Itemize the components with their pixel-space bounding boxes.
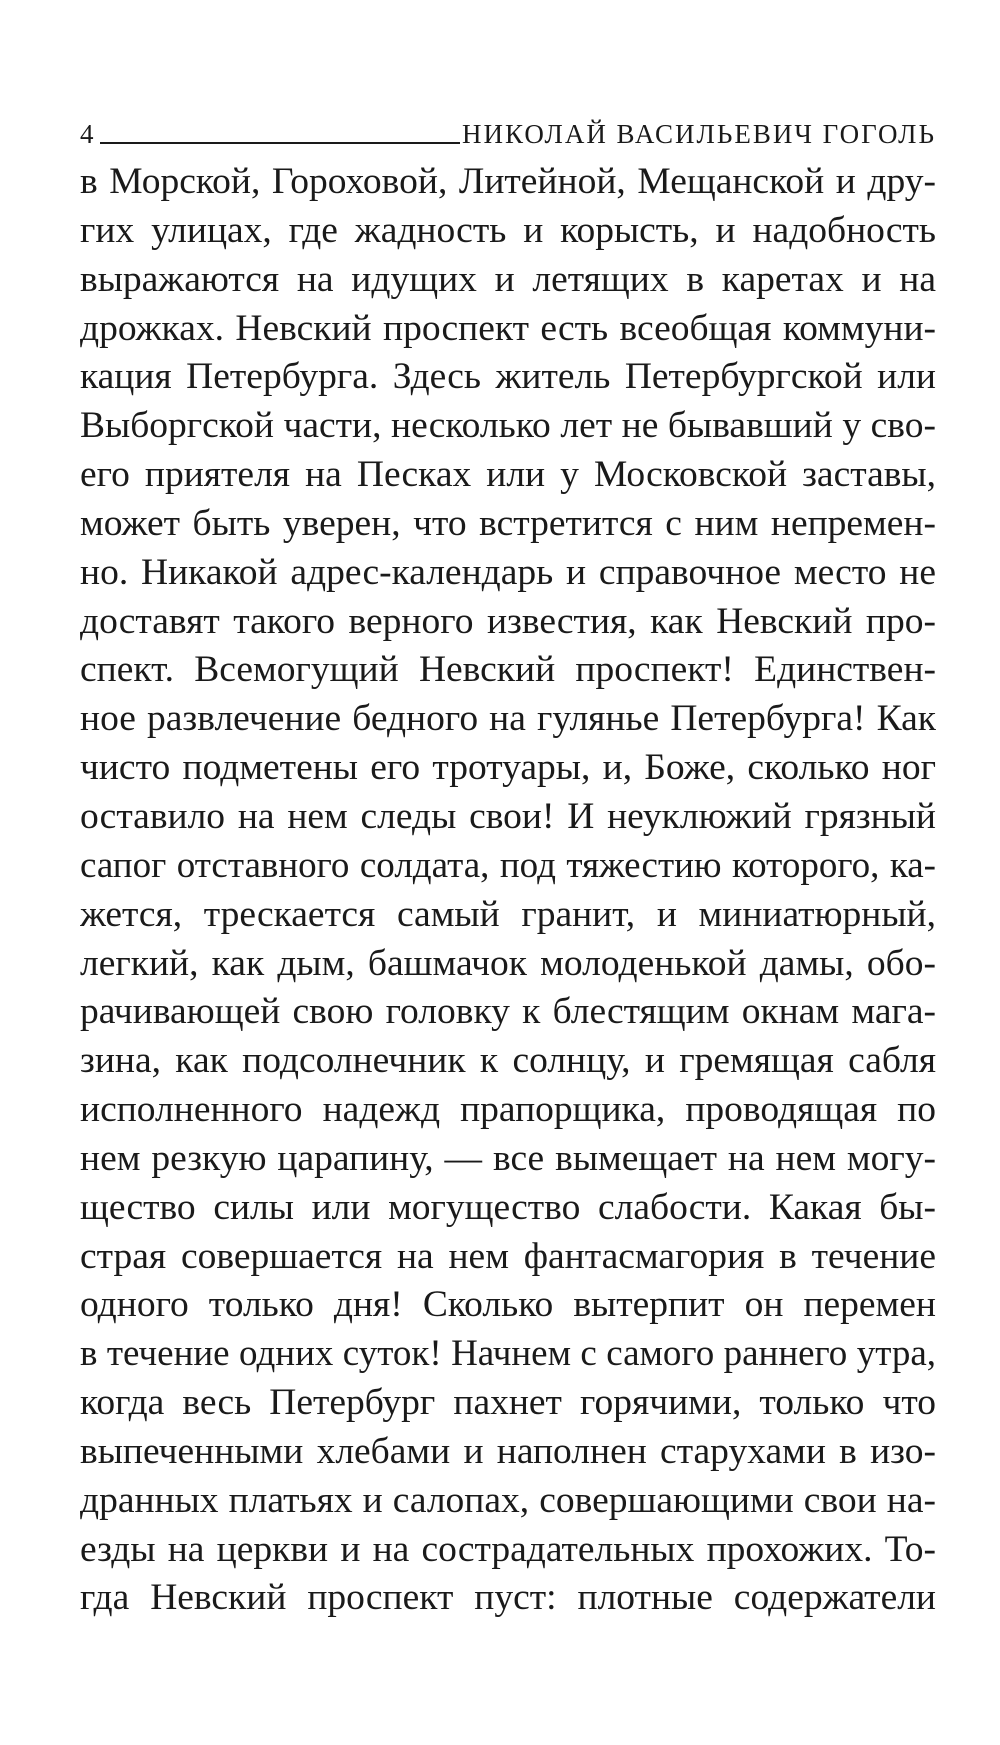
text-line: дранных платьях и салопах, совершающими свои на- (80, 1479, 936, 1521)
text-line: его приятеля на Песках или у Московской заставы, (80, 454, 936, 496)
book-page (80, 108, 936, 1623)
text-line: оставило на нем следы свои! И неуклюжий грязный (80, 795, 936, 837)
text-line: может быть уверен, что встретится с ним непремен- (80, 502, 936, 544)
text-line: щество силы или могущество слабости. Какая бы- (80, 1186, 936, 1228)
text-line: когда весь Петербург пахнет горячими, только что (80, 1382, 936, 1424)
text-line: нем резкую царапину, — все вымещает на нем могу- (80, 1137, 936, 1179)
text-line: выпеченными хлебами и наполнен старухами в изо- (80, 1430, 936, 1472)
text-line: исполненного надежд прапорщика, проводящая по (80, 1089, 936, 1131)
text-line: жется, трескается самый гранит, и миниатюрный, (80, 893, 936, 935)
text-line: гда Невский проспект пуст: плотные содержатели (80, 1577, 936, 1619)
text-line: сапог отставного солдата, под тяжестию которого, ка- (80, 844, 936, 886)
text-line: спект. Всемогущий Невский проспект! Единствен- (80, 649, 936, 691)
text-line: ное развлечение бедного на гулянье Петербурга! Как (80, 698, 936, 740)
author-name: НИКОЛАЙ ВАСИЛЬЕВИЧ ГОГОЛЬ (462, 119, 936, 149)
text-line: в течение одних суток! Начнем с самого раннего утра, (80, 1333, 936, 1375)
text-line: чисто подметены его тротуары, и, Боже, сколько ног (80, 747, 936, 789)
text-line: рачивающей свою головку к блестящим окнам мага- (80, 991, 936, 1033)
text-line: страя совершается на нем фантасмагория в течение (80, 1235, 936, 1277)
text-line: одного только дня! Сколько вытерпит он перемен (80, 1284, 936, 1326)
text-line: легкий, как дым, башмачок молоденькой дамы, обо- (80, 942, 936, 984)
text-line: кация Петербурга. Здесь житель Петербургской или (80, 356, 936, 398)
header-rule (100, 142, 461, 144)
text-line: дрожках. Невский проспект есть всеобщая коммуни- (80, 307, 936, 349)
text-line: гих улицах, где жадность и корысть, и надобность (80, 209, 936, 251)
text-line: езды на церкви и на сострадательных прохожих. То- (80, 1528, 936, 1570)
running-head (80, 108, 936, 148)
text-line: Выборгской части, несколько лет не бывавший у сво- (80, 405, 936, 447)
text-line: выражаются на идущих и летящих в каретах и на (80, 258, 936, 300)
body-text (80, 158, 936, 1623)
text-line: зина, как подсолнечник к солнцу, и гремящая сабля (80, 1040, 936, 1082)
text-line: доставят такого верного известия, как Невский про- (80, 600, 936, 642)
text-line: в Морской, Гороховой, Литейной, Мещанской и дру- (80, 161, 936, 202)
page-number: 4 (80, 119, 96, 149)
text-line: но. Никакой адрес-календарь и справочное место не (80, 551, 936, 593)
